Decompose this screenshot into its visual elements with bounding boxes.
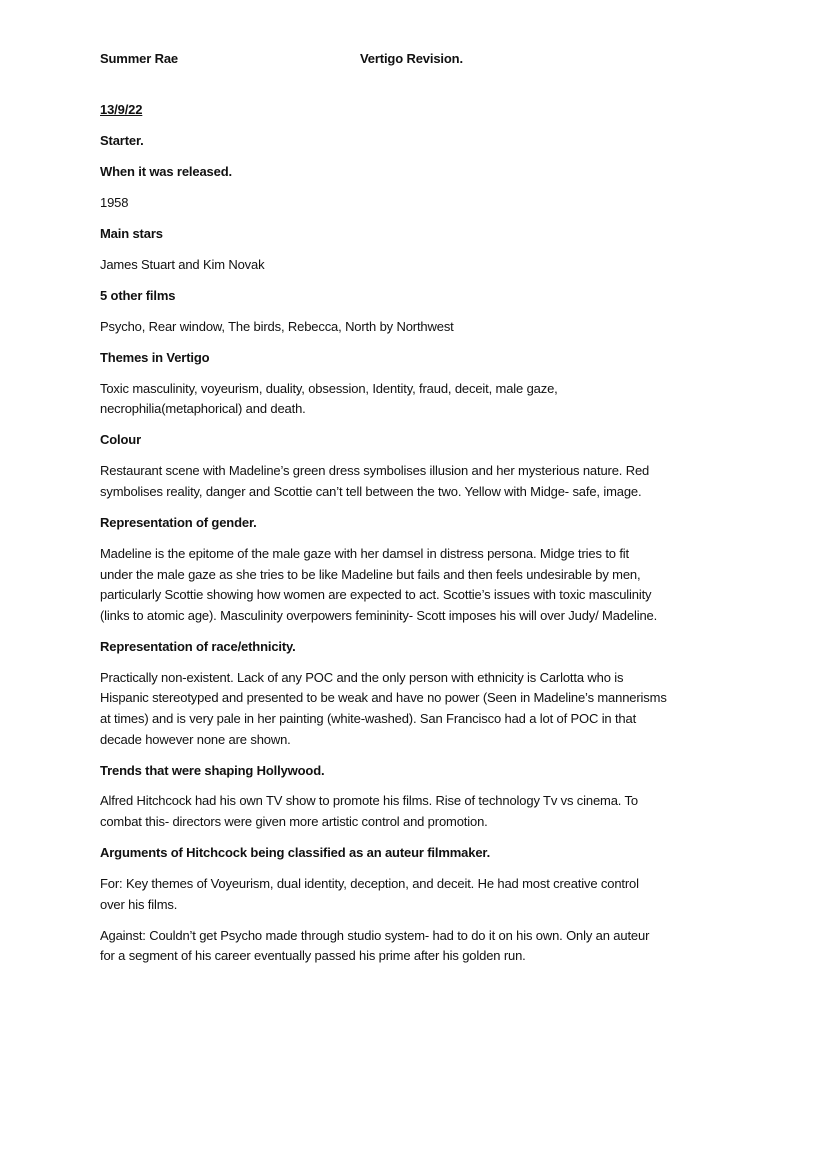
section-heading: When it was released. [100, 163, 232, 179]
paragraph [100, 668, 760, 750]
text-line: under the male gaze as she tries to be like Madeline but fails and then feels undesirable by men, [100, 566, 641, 582]
text-line: Restaurant scene with Madeline’s green dress symbolises illusion and her mysterious nature. Red [100, 463, 650, 479]
section-heading: Main stars [100, 225, 163, 241]
section-heading: Themes in Vertigo [100, 349, 210, 365]
sections [100, 162, 760, 967]
document-page [100, 49, 760, 977]
section-heading: Representation of race/ethnicity. [100, 638, 296, 654]
text-line: symbolises reality, danger and Scottie can’t tell between the two. Yellow with Midge- safe, image. [100, 484, 642, 500]
text-line: (links to atomic age). Masculinity overpowers femininity- Scott imposes his will over Judy/ Madeline. [100, 607, 658, 623]
text-line: Toxic masculinity, voyeurism, duality, obsession, Identity, fraud, deceit, male gaze, [100, 380, 558, 396]
paragraph [100, 874, 760, 915]
text-line: Practically non-existent. Lack of any POC and the only person with ethnicity is Carlotta who is [100, 669, 624, 685]
text-line: combat this- directors were given more artistic control and promotion. [100, 814, 488, 830]
text-line: necrophilia(metaphorical) and death. [100, 401, 306, 417]
text-line: For: Key themes of Voyeurism, dual identity, deception, and deceit. He had most creative control [100, 876, 639, 892]
text-line: over his films. [100, 896, 178, 912]
text-line: Against: Couldn’t get Psycho made through studio system- had to do it on his own. Only an auteur [100, 927, 650, 943]
paragraph [100, 791, 760, 832]
paragraph [100, 926, 760, 967]
text-line: 1958 [100, 194, 129, 210]
text-line: Madeline is the epitome of the male gaze with her damsel in distress persona. Midge tries to fit [100, 545, 629, 561]
date: 13/9/22 [100, 102, 143, 117]
section-heading: Trends that were shaping Hollywood. [100, 762, 325, 778]
text-line: Psycho, Rear window, The birds, Rebecca, North by Northwest [100, 318, 454, 334]
text-line: decade however none are shown. [100, 731, 291, 747]
paragraph [100, 193, 760, 214]
section-heading: Arguments of Hitchcock being classified as an auteur filmmaker. [100, 845, 491, 861]
text-line: Alfred Hitchcock had his own TV show to promote his films. Rise of technology Tv vs cinema. To [100, 793, 638, 809]
paragraph [100, 317, 760, 338]
section-heading: Representation of gender. [100, 515, 257, 530]
document-title: Vertigo Revision. [360, 51, 463, 66]
text-line: at times) and is very pale in her painting (white-washed). San Francisco had a lot of POC in that [100, 710, 637, 726]
text-line: Hispanic stereotyped and presented to be weak and have no power (Seen in Madeline’s mannerisms [100, 690, 667, 706]
starter-heading: Starter. [100, 132, 144, 148]
paragraph [100, 379, 760, 420]
text-line: particularly Scottie showing how women are expected to act. Scottie’s issues with toxic masculinity [100, 587, 652, 603]
section-heading: 5 other films [100, 287, 176, 303]
paragraph [100, 544, 760, 626]
text-line: James Stuart and Kim Novak [100, 256, 265, 272]
section-heading: Colour [100, 432, 141, 448]
paragraph [100, 461, 760, 502]
text-line: for a segment of his career eventually passed his prime after his golden run. [100, 948, 526, 964]
author-name: Summer Rae [100, 51, 178, 66]
document-header [100, 49, 760, 69]
paragraph [100, 255, 760, 276]
